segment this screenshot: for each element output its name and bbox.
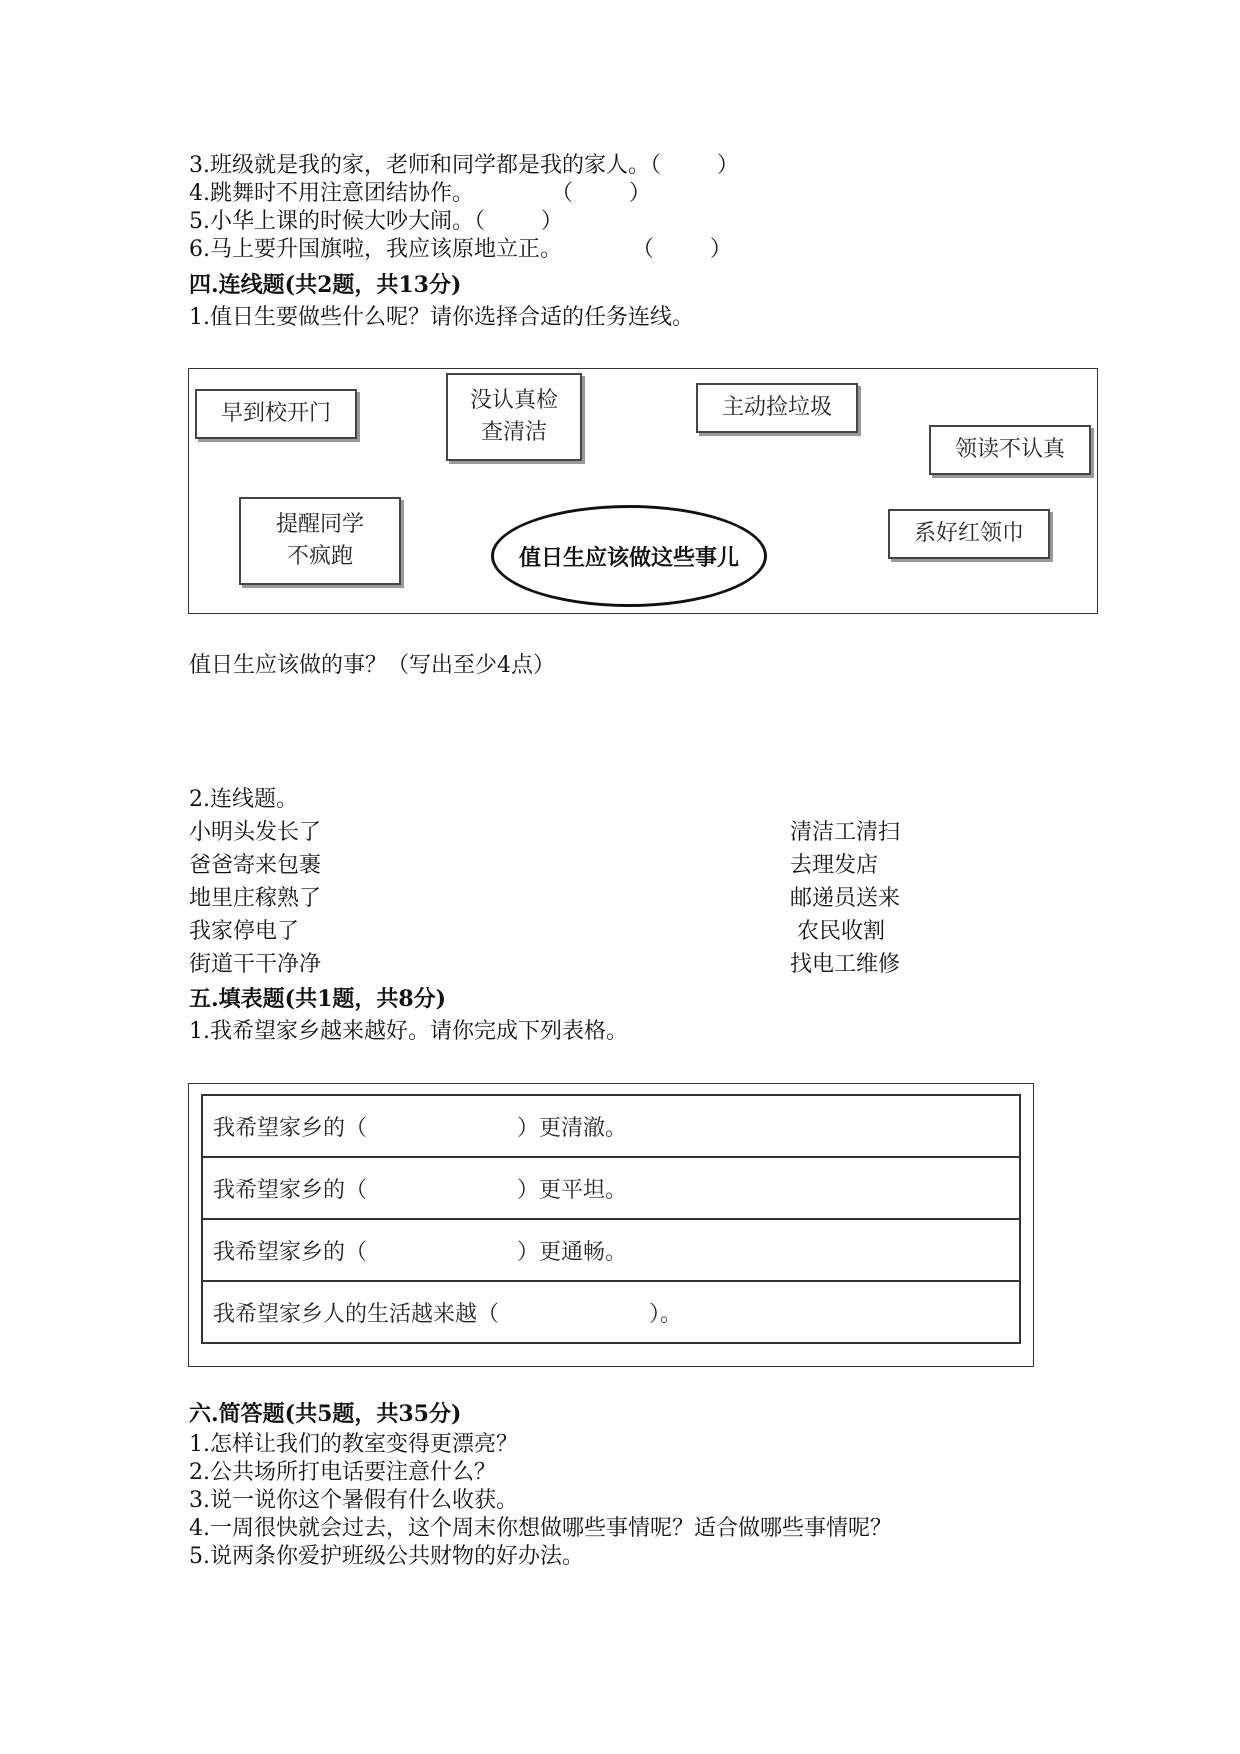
task-box-lead-reading: 领读不认真 (929, 425, 1091, 475)
hometown-table (201, 1094, 1021, 1344)
table-cell: 我希望家乡人的生活越来越（ ）。 (202, 1281, 1020, 1343)
short-answer-2: 2.公共场所打电话要注意什么？ (189, 1460, 496, 1485)
short-answer-4: 4.一周很快就会过去，这个周末你想做哪些事情呢？适合做哪些事情呢？ (189, 1516, 892, 1541)
judge-item-4: 4.跳舞时不用注意团结协作。 （ ） (189, 181, 651, 206)
match-right-5: 找电工维修 (790, 952, 901, 977)
table-row (202, 1219, 1020, 1281)
short-answer-5: 5.说两条你爱护班级公共财物的好办法。 (189, 1544, 584, 1569)
match-right-1: 清洁工清扫 (790, 820, 901, 845)
duty-task-figure (188, 368, 1098, 614)
section-4-heading: 四.连线题(共2题，共13分) (189, 272, 462, 298)
section-4-question-2: 2.连线题。 (189, 787, 298, 812)
match-left-2: 爸爸寄来包裹 (189, 853, 322, 878)
task-box-red-scarf: 系好红领巾 (888, 509, 1050, 559)
task-box-open-door: 早到校开门 (195, 389, 357, 439)
center-ellipse: 值日生应该做这些事儿 (491, 505, 767, 607)
answer-prompt: 值日生应该做的事？（写出至少4点） (189, 653, 555, 678)
table-row (202, 1281, 1020, 1343)
match-left-1: 小明头发长了 (189, 820, 322, 845)
table-row (202, 1157, 1020, 1219)
short-answer-1: 1.怎样让我们的教室变得更漂亮？ (189, 1432, 518, 1457)
judge-item-5: 5.小华上课的时候大吵大闹。（ ） (189, 209, 563, 234)
match-right-2: 去理发店 (790, 853, 879, 878)
task-box-remind-classmates: 提醒同学 不疯跑 (239, 497, 401, 585)
short-answer-3: 3.说一说你这个暑假有什么收获。 (189, 1488, 518, 1513)
judge-item-6: 6.马上要升国旗啦，我应该原地立正。 （ ） (189, 237, 732, 262)
match-right-4: 农民收割 (790, 919, 885, 944)
table-cell: 我希望家乡的（ ）更通畅。 (202, 1219, 1020, 1281)
section-4-question-1: 1.值日生要做些什么呢？请你选择合适的任务连线。 (189, 305, 694, 330)
table-row (202, 1095, 1020, 1157)
section-6-heading: 六.简答题(共5题，共35分) (189, 1401, 462, 1427)
match-left-3: 地里庄稼熟了 (189, 886, 322, 911)
task-box-check-clean: 没认真检 查清洁 (446, 373, 582, 461)
table-cell: 我希望家乡的（ ）更平坦。 (202, 1157, 1020, 1219)
section-5-heading: 五.填表题(共1题，共8分) (189, 986, 447, 1012)
match-left-5: 街道干干净净 (189, 952, 322, 977)
judge-item-3: 3.班级就是我的家，老师和同学都是我的家人。（ ） (189, 153, 739, 178)
match-left-4: 我家停电了 (189, 919, 300, 944)
hometown-table-figure (188, 1083, 1034, 1367)
section-5-question-1: 1.我希望家乡越来越好。请你完成下列表格。 (189, 1019, 628, 1044)
table-cell: 我希望家乡的（ ）更清澈。 (202, 1095, 1020, 1157)
task-box-pick-trash: 主动捡垃圾 (696, 383, 858, 433)
match-right-3: 邮递员送来 (790, 886, 901, 911)
